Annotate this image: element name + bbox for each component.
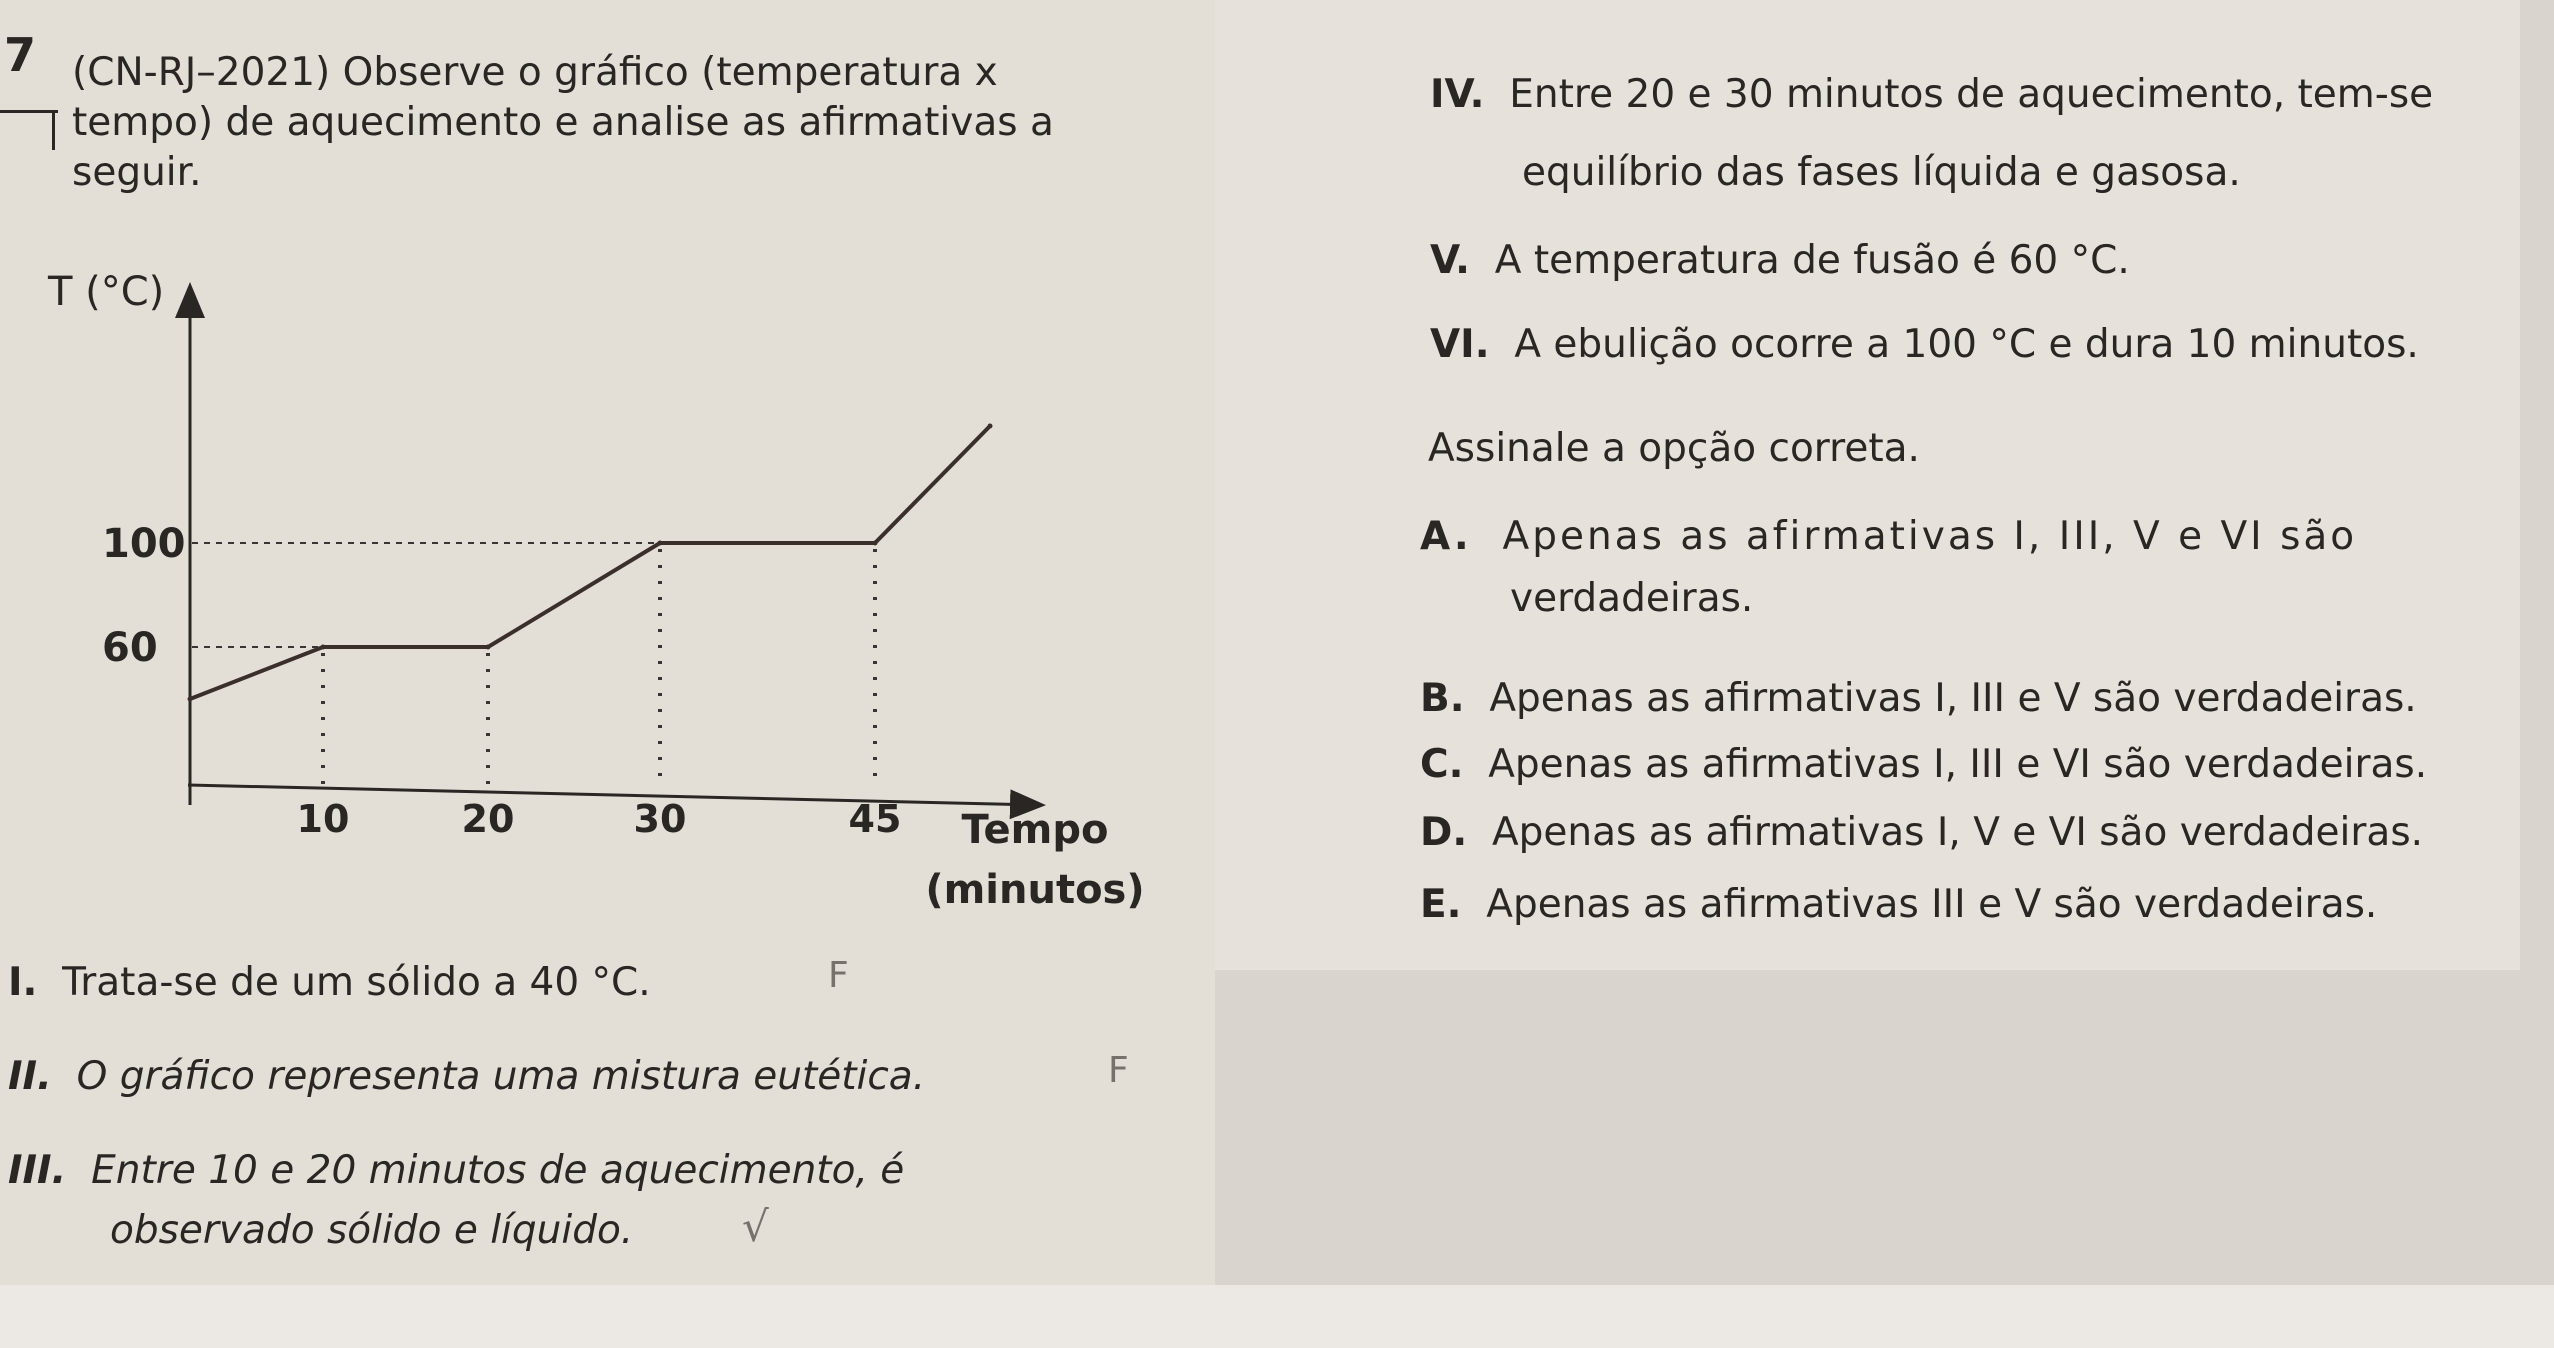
header-rule-vertical bbox=[52, 110, 55, 150]
question-stem-line-1: (CN-RJ–2021) Observe o gráfico (temperatura x bbox=[72, 50, 998, 95]
statement-IV-text-line-2: equilíbrio das fases líquida e gasosa. bbox=[1522, 150, 2241, 195]
statement-IV bbox=[1430, 70, 2433, 120]
page-edge bbox=[0, 1285, 2554, 1348]
question-stem-line-3: seguir. bbox=[72, 150, 202, 195]
statement-III bbox=[8, 1146, 904, 1196]
statement-III-text-line-1: Entre 10 e 20 minutos de aquecimento, é bbox=[91, 1148, 905, 1193]
x-tick-label-10: 10 bbox=[296, 797, 350, 841]
option-A-letter: A. bbox=[1420, 514, 1472, 559]
x-tick-label-45: 45 bbox=[848, 797, 902, 841]
x-axis-label-line-2: (minutos) bbox=[925, 867, 1145, 913]
data-point-0-2 bbox=[486, 645, 491, 650]
x-tick-label-30: 30 bbox=[633, 797, 687, 841]
option-C-letter: C. bbox=[1420, 742, 1464, 787]
option-B-text: Apenas as afirmativas I, III e V são verdadeiras. bbox=[1489, 676, 2417, 721]
option-D-text: Apenas as afirmativas I, V e VI são verdadeiras. bbox=[1492, 810, 2424, 855]
data-point-0-3 bbox=[658, 541, 663, 546]
data-point-0-5 bbox=[988, 424, 993, 429]
handwritten-mark-F-1: F bbox=[828, 955, 849, 996]
answer-prompt: Assinale a opção correta. bbox=[1428, 426, 1920, 471]
statement-IV-text-line-1: Entre 20 e 30 minutos de aquecimento, tem-se bbox=[1509, 72, 2434, 117]
statement-II bbox=[8, 1052, 925, 1102]
option-E-letter: E. bbox=[1420, 882, 1462, 927]
option-A-text-line-2: verdadeiras. bbox=[1510, 576, 1754, 621]
series-line-aquecimento bbox=[190, 426, 990, 699]
statement-III-text-line-2: observado sólido e líquido. bbox=[110, 1208, 634, 1253]
y-axis-label: T (°C) bbox=[48, 269, 165, 315]
option-B[interactable] bbox=[1420, 674, 2417, 724]
question-number: 7 bbox=[4, 28, 37, 82]
statement-III-numeral: III. bbox=[8, 1148, 67, 1193]
heating-curve-chart bbox=[0, 240, 1210, 940]
question-stem-line-2: tempo) de aquecimento e analise as afirmativas a bbox=[72, 100, 1054, 145]
data-point-0-1 bbox=[321, 645, 326, 650]
header-rule bbox=[0, 110, 58, 113]
statement-V bbox=[1430, 236, 2130, 286]
x-tick-label-20: 20 bbox=[461, 797, 515, 841]
statement-I-text: Trata-se de um sólido a 40 °C. bbox=[62, 960, 651, 1005]
option-C[interactable] bbox=[1420, 740, 2427, 790]
statement-VI-text: A ebulição ocorre a 100 °C e dura 10 minutos. bbox=[1514, 322, 2419, 367]
option-C-text: Apenas as afirmativas I, III e VI são verdadeiras. bbox=[1488, 742, 2428, 787]
statement-II-numeral: II. bbox=[8, 1054, 52, 1099]
statement-II-text: O gráfico representa uma mistura eutética. bbox=[76, 1054, 926, 1099]
handwritten-mark-F-2: F bbox=[1108, 1050, 1129, 1091]
x-axis-label-line-1: Tempo bbox=[961, 807, 1109, 853]
option-E[interactable] bbox=[1420, 880, 2377, 930]
handwritten-checkmark: √ bbox=[742, 1202, 769, 1251]
option-A-text-line-1: Apenas as afirmativas I, III, V e VI são bbox=[1502, 514, 2358, 559]
option-B-letter: B. bbox=[1420, 676, 1465, 721]
option-E-text: Apenas as afirmativas III e V são verdadeiras. bbox=[1486, 882, 2378, 927]
statement-V-numeral: V. bbox=[1430, 238, 1470, 283]
option-A[interactable] bbox=[1420, 512, 2357, 562]
statement-IV-numeral: IV. bbox=[1430, 72, 1485, 117]
data-point-0-4 bbox=[873, 541, 878, 546]
option-D[interactable] bbox=[1420, 808, 2423, 858]
statement-V-text: A temperatura de fusão é 60 °C. bbox=[1494, 238, 2130, 283]
option-D-letter: D. bbox=[1420, 810, 1468, 855]
statement-I bbox=[8, 958, 651, 1008]
statement-VI bbox=[1430, 320, 2419, 370]
y-tick-label-60: 60 bbox=[102, 625, 158, 671]
statement-I-numeral: I. bbox=[8, 960, 38, 1005]
data-point-0-0 bbox=[188, 697, 193, 702]
y-tick-label-100: 100 bbox=[102, 521, 186, 567]
statement-VI-numeral: VI. bbox=[1430, 322, 1490, 367]
